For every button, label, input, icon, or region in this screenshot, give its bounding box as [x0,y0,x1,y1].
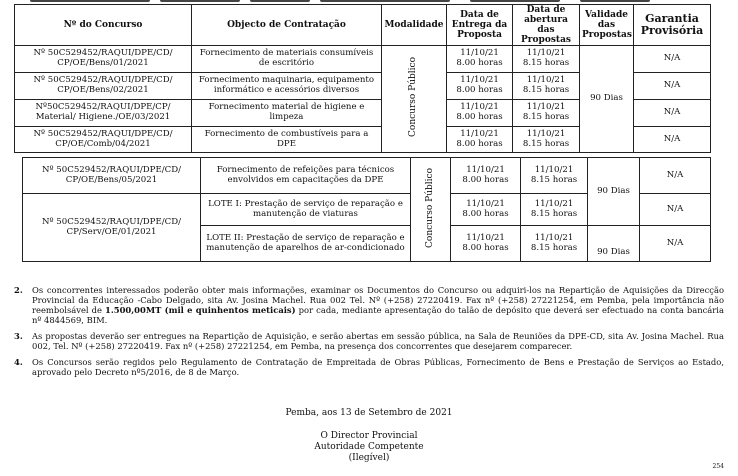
modalidade-text: Concurso Público [424,167,435,248]
entrega-time: 8.00 horas [456,58,503,68]
concurso-number: Nº 50C529452/RAQUI/DPE/CD/ CP/Serv/OE/01/2021 [23,194,201,262]
abertura-time: 8.15 horas [530,208,578,219]
garantia-cell: N/A [634,73,711,100]
entrega-time: 8.00 horas [462,242,509,253]
abertura-cell [521,194,588,226]
concurso-number: Nº 50C529452/RAQUI/DPE/CD/ CP/OE/Bens/01/2021 [15,46,192,73]
abertura-date: 11/10/21 [526,102,566,113]
entrega-cell [451,158,521,194]
validade-cell: 90 Dias [588,226,640,262]
header-abertura: Data de abertura das Propostas [513,5,580,46]
concurso-number: Nº 50C529452/RAQUI/DPE/CD/ CP/OE/Bens/05/2021 [23,158,201,194]
modalidade-cell [382,46,447,153]
entrega-cell [447,100,513,127]
objecto-text: Fornecimento de combustíveis para a DPE [192,127,382,153]
garantia-cell: N/A [640,194,711,226]
abertura-date: 11/10/21 [526,128,566,139]
abertura-date: 11/10/21 [534,198,574,209]
header-objecto: Objecto de Contratação [192,5,382,46]
page-number: 254 [712,463,724,470]
note-number: 2. [14,285,23,295]
abertura-cell [521,226,588,262]
entrega-cell [447,46,513,73]
entrega-date: 11/10/21 [466,164,505,175]
abertura-time: 8.15 horas [530,242,578,253]
abertura-date: 11/10/21 [526,48,566,59]
validade-cell: 90 Dias [580,46,634,153]
note-text: As propostas deverão ser entregues na Repartição de Aquisição, e serão abertas em sessão pública, na Sala de Reuniões da DPE-CD, sita Av. Josina Machel. Rua 002, Tel. Nº (+258) 27220419. Fax nº (+258) 27221254, em Pemba, na presença dos concorrentes que desejarem comparecer. [32,331,724,351]
concurso-number: Nº50C529452/RAQUI/DPE/CP/ Material/ Higiene./OE/03/2021 [15,100,192,127]
concurso-number: Nº 50C529452/RAQUI/DPE/CD/ CP/OE/Bens/02/2021 [15,73,192,100]
header-concurso: Nº do Concurso [15,5,192,46]
concurso-number: Nº 50C529452/RAQUI/DPE/CD/ CP/OE/Comb/04/2021 [15,127,192,153]
note-text-end: por cada, mediante apresentação do talão de depósito que deverá ser efectuado na conta bancária nº 4844569, BIM. [32,305,724,325]
entrega-cell [451,194,521,226]
header-entrega: Data de Entrega da Proposta [447,5,513,46]
abertura-time: 8.15 horas [530,174,578,185]
note-number: 3. [14,331,23,341]
abertura-date: 11/10/21 [534,232,574,243]
abertura-date: 11/10/21 [526,75,566,86]
signatory-role: O Director Provincial [320,431,418,441]
note-text-bold: 1.500,00MT (mil e quinhentos meticais) [105,305,296,315]
entrega-time: 8.00 horas [462,174,509,185]
abertura-time: 8.15 horas [522,112,570,122]
entrega-date: 11/10/21 [460,102,499,113]
modalidade-text: Concurso Público [408,57,419,138]
abertura-date: 11/10/21 [534,164,574,175]
entrega-time: 8.00 horas [462,208,509,219]
entrega-cell [451,226,521,262]
note-item [14,285,724,325]
note-item [14,357,724,377]
modalidade-cell [411,158,451,262]
signature-illegible: (Ilegível) [348,453,390,463]
garantia-cell: N/A [634,127,711,153]
abertura-cell [513,127,580,153]
entrega-time: 8.00 horas [456,85,503,95]
entrega-time: 8.00 horas [456,112,503,122]
signatory-authority: Autoridade Competente [314,442,424,452]
objecto-text: LOTE I: Prestação de serviço de reparação e manutenção de viaturas [201,194,411,226]
tenders-table-goods [14,4,711,153]
note-text-start: Os concorrentes interessados poderão obter mais informações, examinar os Documentos do Concurso ou adquiri-los na Repartição de Aquisições da Direcção Provincial da Educação -Cabo Delgado, sita Av. Josina Machel. Rua 002 Tel. Nº (+258) 27220419. Fax nº (+258) 27221254, em Pemba, pela importância não reembolsável de [32,285,724,315]
garantia-cell: N/A [640,158,711,194]
note-text: Os Concursos serão regidos pelo Regulamento de Contratação de Empreitada de Obras Públicas, Fornecimento de Bens e Prestação de Serviços ao Estado, aprovado pelo Decreto nº5/2016, de 8 de Março. [32,357,724,377]
abertura-time: 8.15 horas [522,58,570,68]
note-text [32,285,724,325]
abertura-time: 8.15 horas [522,85,570,95]
entrega-date: 11/10/21 [466,198,505,209]
garantia-cell: N/A [634,100,711,127]
garantia-cell: N/A [640,226,711,262]
entrega-date: 11/10/21 [460,75,499,86]
notes-section [14,285,724,383]
entrega-time: 8.00 horas [456,138,503,149]
objecto-text: Fornecimento de materiais consumíveis de escritório [192,46,382,73]
header-validade: Validade das Propostas [580,5,634,46]
entrega-cell [447,73,513,100]
objecto-text: Fornecimento material de higiene e limpeza [192,100,382,127]
tenders-table-services [22,157,711,262]
entrega-date: 11/10/21 [460,48,499,59]
place-date: Pemba, aos 13 de Setembro de 2021 [285,408,453,418]
abertura-cell [513,46,580,73]
abertura-cell [513,73,580,100]
note-item [14,331,724,351]
cropped-text-line [0,0,738,3]
objecto-text: Fornecimento de refeições para técnicos envolvidos em capacitações da DPE [201,158,411,194]
entrega-date: 11/10/21 [466,232,505,243]
garantia-cell: N/A [634,46,711,73]
abertura-cell [521,158,588,194]
header-modalidade: Modalidade [382,5,447,46]
abertura-time: 8.15 horas [522,138,570,149]
validade-cell: 90 Dias [588,158,640,226]
objecto-text: Fornecimento maquinaria, equipamento informático e acessórios diversos [192,73,382,100]
header-garantia: Garantia Provisória [634,5,711,46]
objecto-text: LOTE II: Prestação de serviço de reparação e manutenção de aparelhos de ar-condicionado [201,226,411,262]
note-number: 4. [14,357,23,367]
abertura-cell [513,100,580,127]
entrega-date: 11/10/21 [460,128,499,139]
entrega-cell [447,127,513,153]
